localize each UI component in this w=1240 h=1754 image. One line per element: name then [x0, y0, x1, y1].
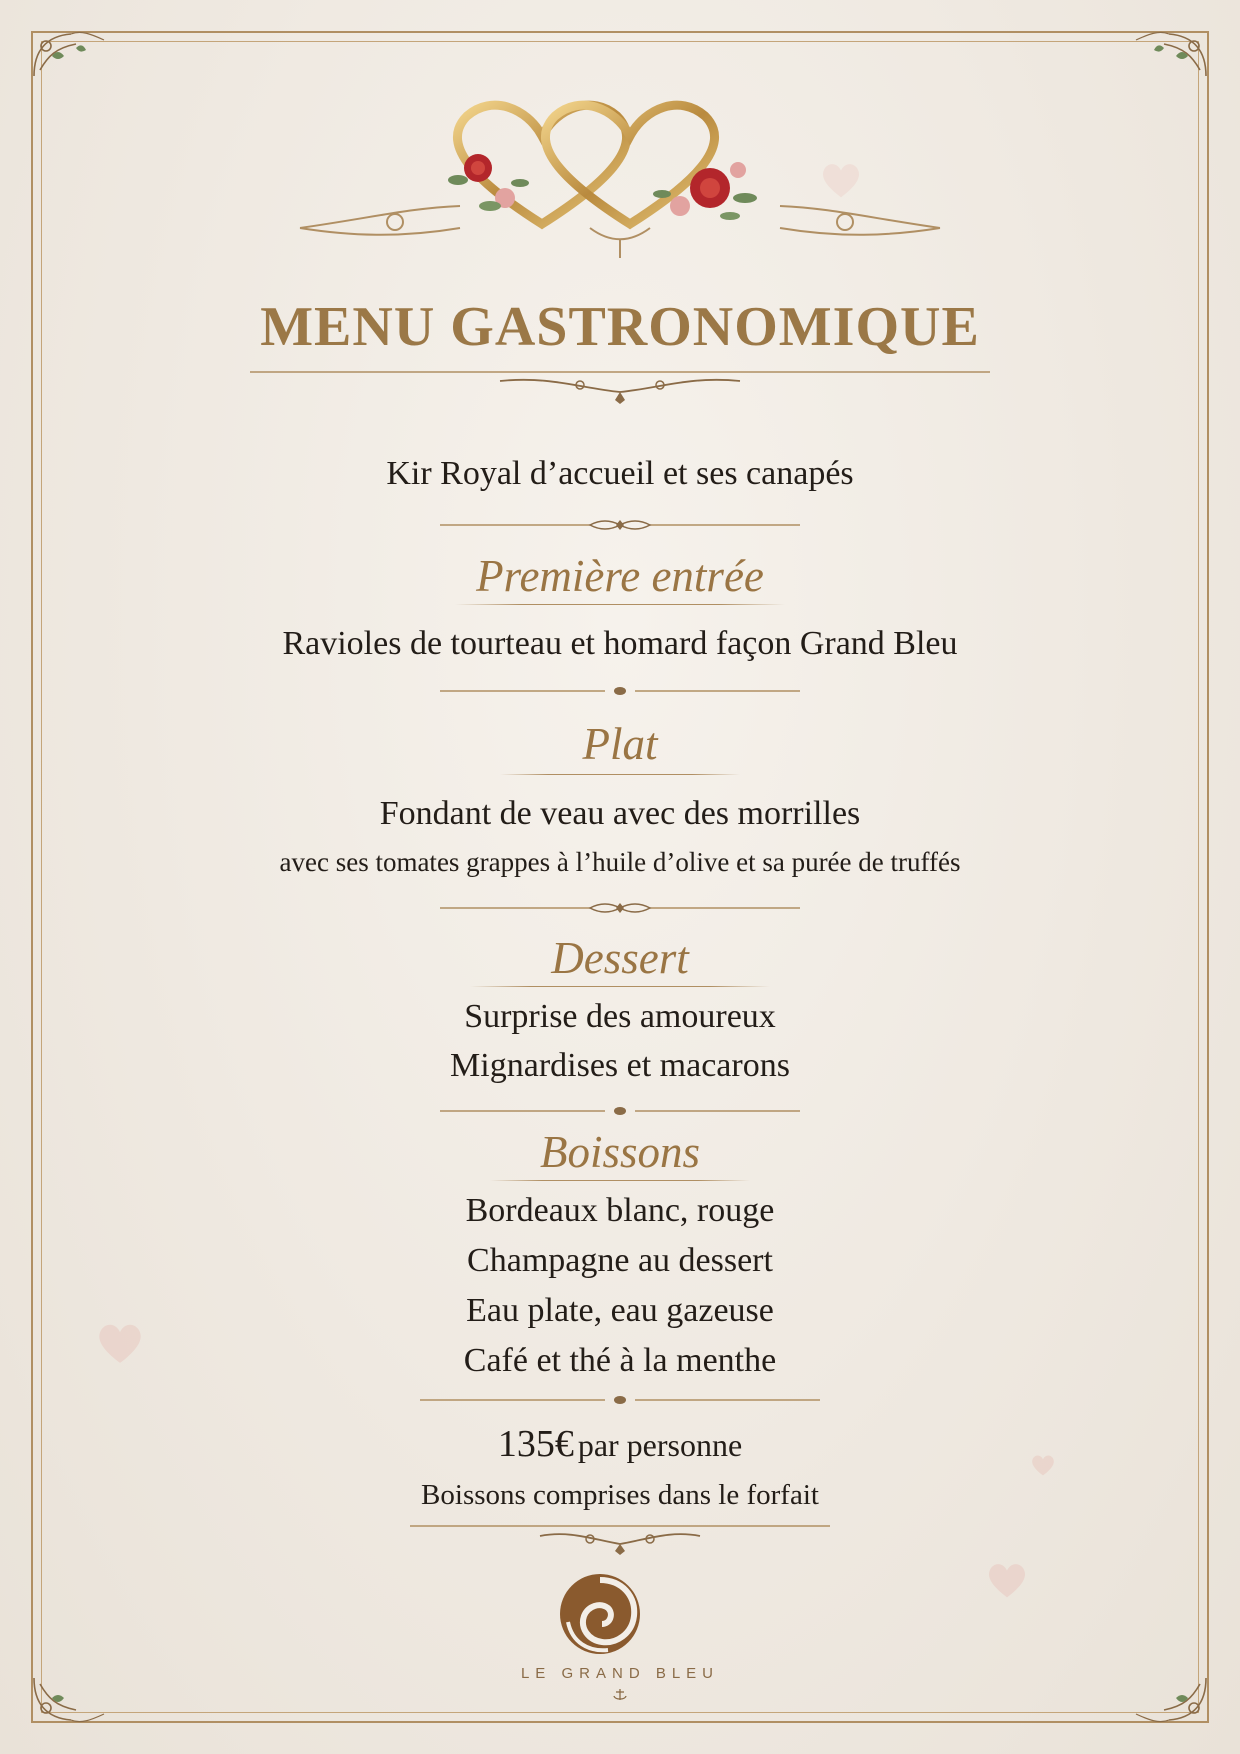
- section-heading-plat: Plat: [582, 719, 658, 769]
- price-note: Boissons comprises dans le forfait: [421, 1479, 819, 1511]
- title-underline-flourish: [250, 366, 990, 406]
- ornament-divider: [430, 900, 810, 916]
- price-line: [0, 1422, 1240, 1466]
- section-heading-boissons: Boissons: [539, 1127, 701, 1177]
- dish-item: Surprise des amoureux: [464, 998, 776, 1035]
- price-unit: par personne: [577, 1427, 743, 1463]
- dot-divider: [430, 683, 810, 699]
- dish-item-detail: avec ses tomates grappes à l’huile d’olive et sa purée de truffés: [279, 847, 961, 877]
- welcome-drink: Kir Royal d’accueil et ses canapés: [386, 455, 854, 492]
- anchor-icon: [612, 1688, 628, 1702]
- menu-title: MENU GASTRONOMIQUE: [260, 296, 980, 358]
- background-heart-icon: [985, 1560, 1029, 1600]
- flourish-corner-icon: [26, 26, 112, 86]
- dish-item: Fondant de veau avec des morrilles: [379, 795, 861, 832]
- section-heading-dessert: Dessert: [551, 933, 689, 983]
- ornament-divider: [430, 517, 810, 533]
- drink-item: Bordeaux blanc, rouge: [465, 1192, 775, 1229]
- dish-item: Mignardises et macarons: [450, 1047, 790, 1084]
- heading-underline: [500, 774, 740, 775]
- heading-underline: [470, 986, 770, 987]
- dot-divider: [410, 1392, 830, 1408]
- section-heading-premiere-entree: Première entrée: [476, 551, 764, 601]
- drink-item: Champagne au dessert: [467, 1242, 773, 1279]
- interlocked-hearts-ornament: [290, 88, 950, 278]
- heading-underline: [490, 1180, 750, 1181]
- brand-name: LE GRAND BLEU: [520, 1665, 720, 1682]
- bottom-flourish: [400, 1518, 840, 1558]
- dish-item: Ravioles de tourteau et homard façon Grand Bleu: [282, 625, 958, 662]
- drink-item: Eau plate, eau gazeuse: [466, 1292, 774, 1329]
- heading-underline: [455, 604, 785, 605]
- flourish-corner-icon: [1128, 26, 1214, 86]
- drink-item: Café et thé à la menthe: [463, 1342, 777, 1379]
- spiral-wave-logo-icon: [558, 1572, 642, 1656]
- dot-divider: [430, 1103, 810, 1119]
- price-amount: 135€: [497, 1423, 574, 1465]
